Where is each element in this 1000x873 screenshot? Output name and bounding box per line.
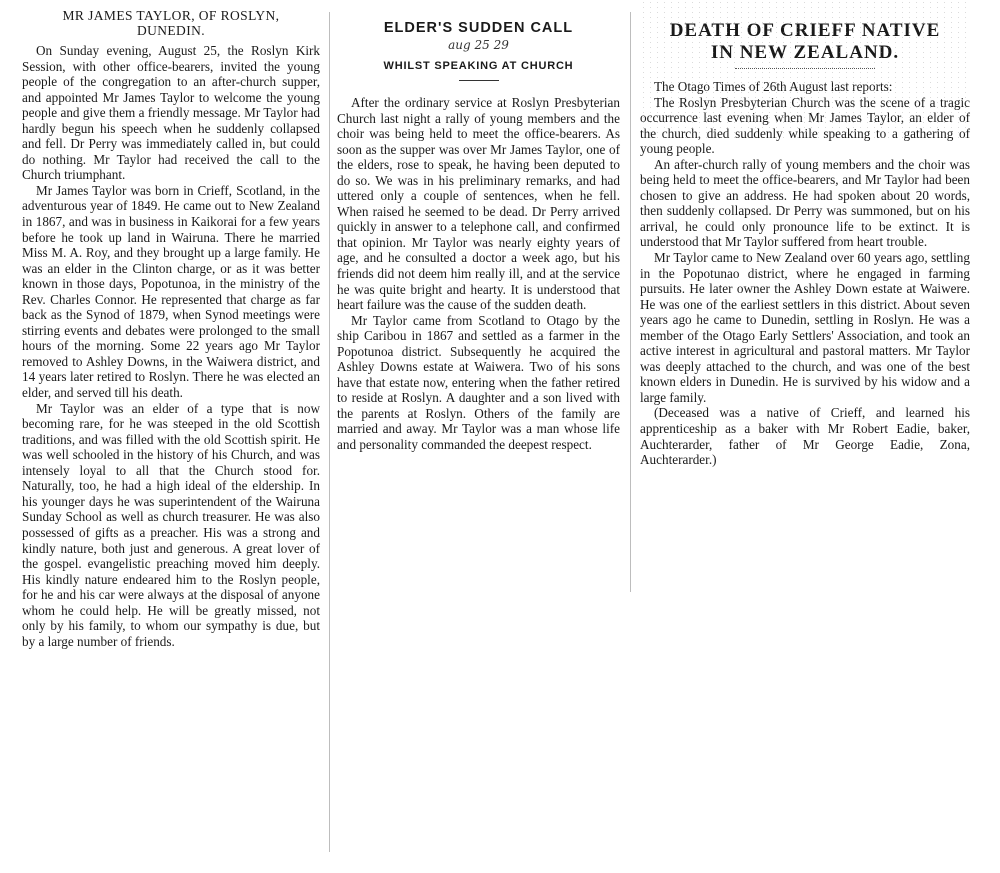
heading-line: IN NEW ZEALAND.	[710, 42, 900, 63]
heading-rule	[459, 80, 499, 81]
clipping-elders-sudden-call	[337, 0, 620, 585]
paragraph: (Deceased was a native of Crieff, and learned his apprenticeship as a baker with Mr Robert Eadie, baker, Auchterarder, father of Mr George Eadie, Zona, Auchterarder.)	[640, 405, 970, 468]
paragraph: Mr Taylor came to New Zealand over 60 years ago, settling in the Popotunao district, where he engaged in farming pursuits. He later owner the Ashley Down estate at Waiwere. He was one of the earliest settlers in this district. About seven years ago he came to Dunedin, settling in Roslyn. He was a member of the Otago Early Settlers' Association, and took an active interest in agricultural and pastoral matters. Mr Taylor was deeply attached to the church, and was one of the best known elders in Dunedin. He is survived by his widow and a large family.	[640, 250, 970, 405]
paragraph: After the ordinary service at Roslyn Presbyterian Church last night a rally of young members and the choir was being held to meet the office-bearers. As soon as the supper was over Mr James Taylor, one of the elders, rose to speak, he having been deputed to do so. We was in his preliminary remarks, and had uttered only a couple of sentences, when he fell. When raised he seemed to be dead. Dr Perry arrived quickly in answer to a telephone call, and confirmed that opinion. Mr Taylor was nearly eighty years of age, and he consulted a doctor a week ago, but his friends did not deem him really ill, and at the service he was quite bright and hearty. It is understood that heart failure was the cause of the sudden death.	[337, 95, 620, 313]
article-body	[22, 43, 320, 649]
clipping-roslyn-obituary	[22, 0, 320, 860]
article-heading	[22, 8, 320, 38]
heading-line: MR JAMES TAYLOR, OF ROSLYN,	[62, 8, 280, 23]
heading-line: DUNEDIN.	[136, 23, 206, 38]
paragraph: An after-church rally of young members and the choir was being held to meet the office-bearers, and Mr Taylor had been chosen to give an address. He had spoken about 20 words, then suddenly collapsed. Dr Perry was summoned, but on his arrival, he could only pronounce life to be extinct. It is understood that Mr Taylor suffered from heart trouble.	[640, 156, 970, 250]
column-divider	[329, 12, 330, 852]
paragraph: Mr Taylor came from Scotland to Otago by the ship Caribou in 1867 and settled as a farmer in the Popotunoa district. Subsequently he acquired the Ashley Downs estate at Waiwera. Two of his sons have that estate now, entering when the father retired to reside at Roslyn. A daughter and a son lived with the parents at Roslyn. Others of the family are married and away. Mr Taylor was a man whose life and personality commanded the deepest respect.	[337, 312, 620, 453]
paragraph: Mr Taylor was an elder of a type that is now becoming rare, for he was steeped in the old Scottish traditions, and was filled with the old Scottish spirit. He was well schooled in the history of his Church, and was intensely loyal to all that the Church stood for. Naturally, too, he had a high ideal of the eldership. In his younger days he was superintendent of the Wairuna Sunday School as well as church treasurer. He was also possessed of gifts as a preacher. His was a strong and kindly nature, both just and generous. A great lover of the gospel. evangelistic preaching moved him deeply. His kindly nature endeared him to the Roslyn people, for he and his car were always at the disposal of anyone whom he could help. He will be greatly missed, not only by his family, to whom our sympathy is due, but by a large number of friends.	[22, 400, 320, 649]
handwritten-date: aug 25 29	[448, 38, 509, 52]
heading-title: ELDER'S SUDDEN CALL	[383, 20, 574, 36]
heading-rule	[735, 68, 875, 69]
paragraph: The Otago Times of 26th August last reports:	[654, 79, 893, 94]
article-heading	[337, 20, 620, 81]
heading-line: DEATH OF CRIEFF NATIVE	[669, 20, 941, 41]
paragraph: The Roslyn Presbyterian Church was the scene of a tragic occurrence last evening when Mr James Taylor, an elder of the church, died suddenly while speaking to a gathering of young people.	[640, 94, 970, 157]
article-body	[640, 79, 970, 468]
column-divider	[630, 12, 631, 592]
heading-subtitle: WHILST SPEAKING AT CHURCH	[383, 60, 574, 72]
clipping-crieff-native	[640, 0, 970, 560]
paragraph: On Sunday evening, August 25, the Roslyn Kirk Session, with other office-bearers, invited the young people of the congregation to an after-church supper, and appointed Mr James Taylor to welcome the young people and give them a friendly message. Mr Taylor had hardly begun his speech when he suddenly collapsed and fell. Dr Perry was immediately called in, but could do nothing. Mr Taylor had received the call to the Church triumphant.	[22, 43, 320, 183]
paragraph: Mr James Taylor was born in Crieff, Scotland, in the adventurous year of 1849. He came out to New Zealand in 1867, and was in business in Kaikorai for a few years before he took up land in Wairuna. There he married Miss M. A. Roy, and they brought up a large family. He was an elder in the Clinton charge, or as it was better known in those days, Popotunoa, in the ministry of the Rev. Charles Connor. He represented that charge as far back as the Synod of 1879, when Synod meetings were stirring events and debates were prolonged to the small hours of the morning. Some 22 years ago Mr Taylor removed to Ashley Downs, in the Waiwera district, and 14 years later retired to Roslyn. There he was elected an elder, and served till his death.	[22, 182, 320, 401]
article-body	[337, 95, 620, 453]
article-heading	[640, 20, 970, 69]
